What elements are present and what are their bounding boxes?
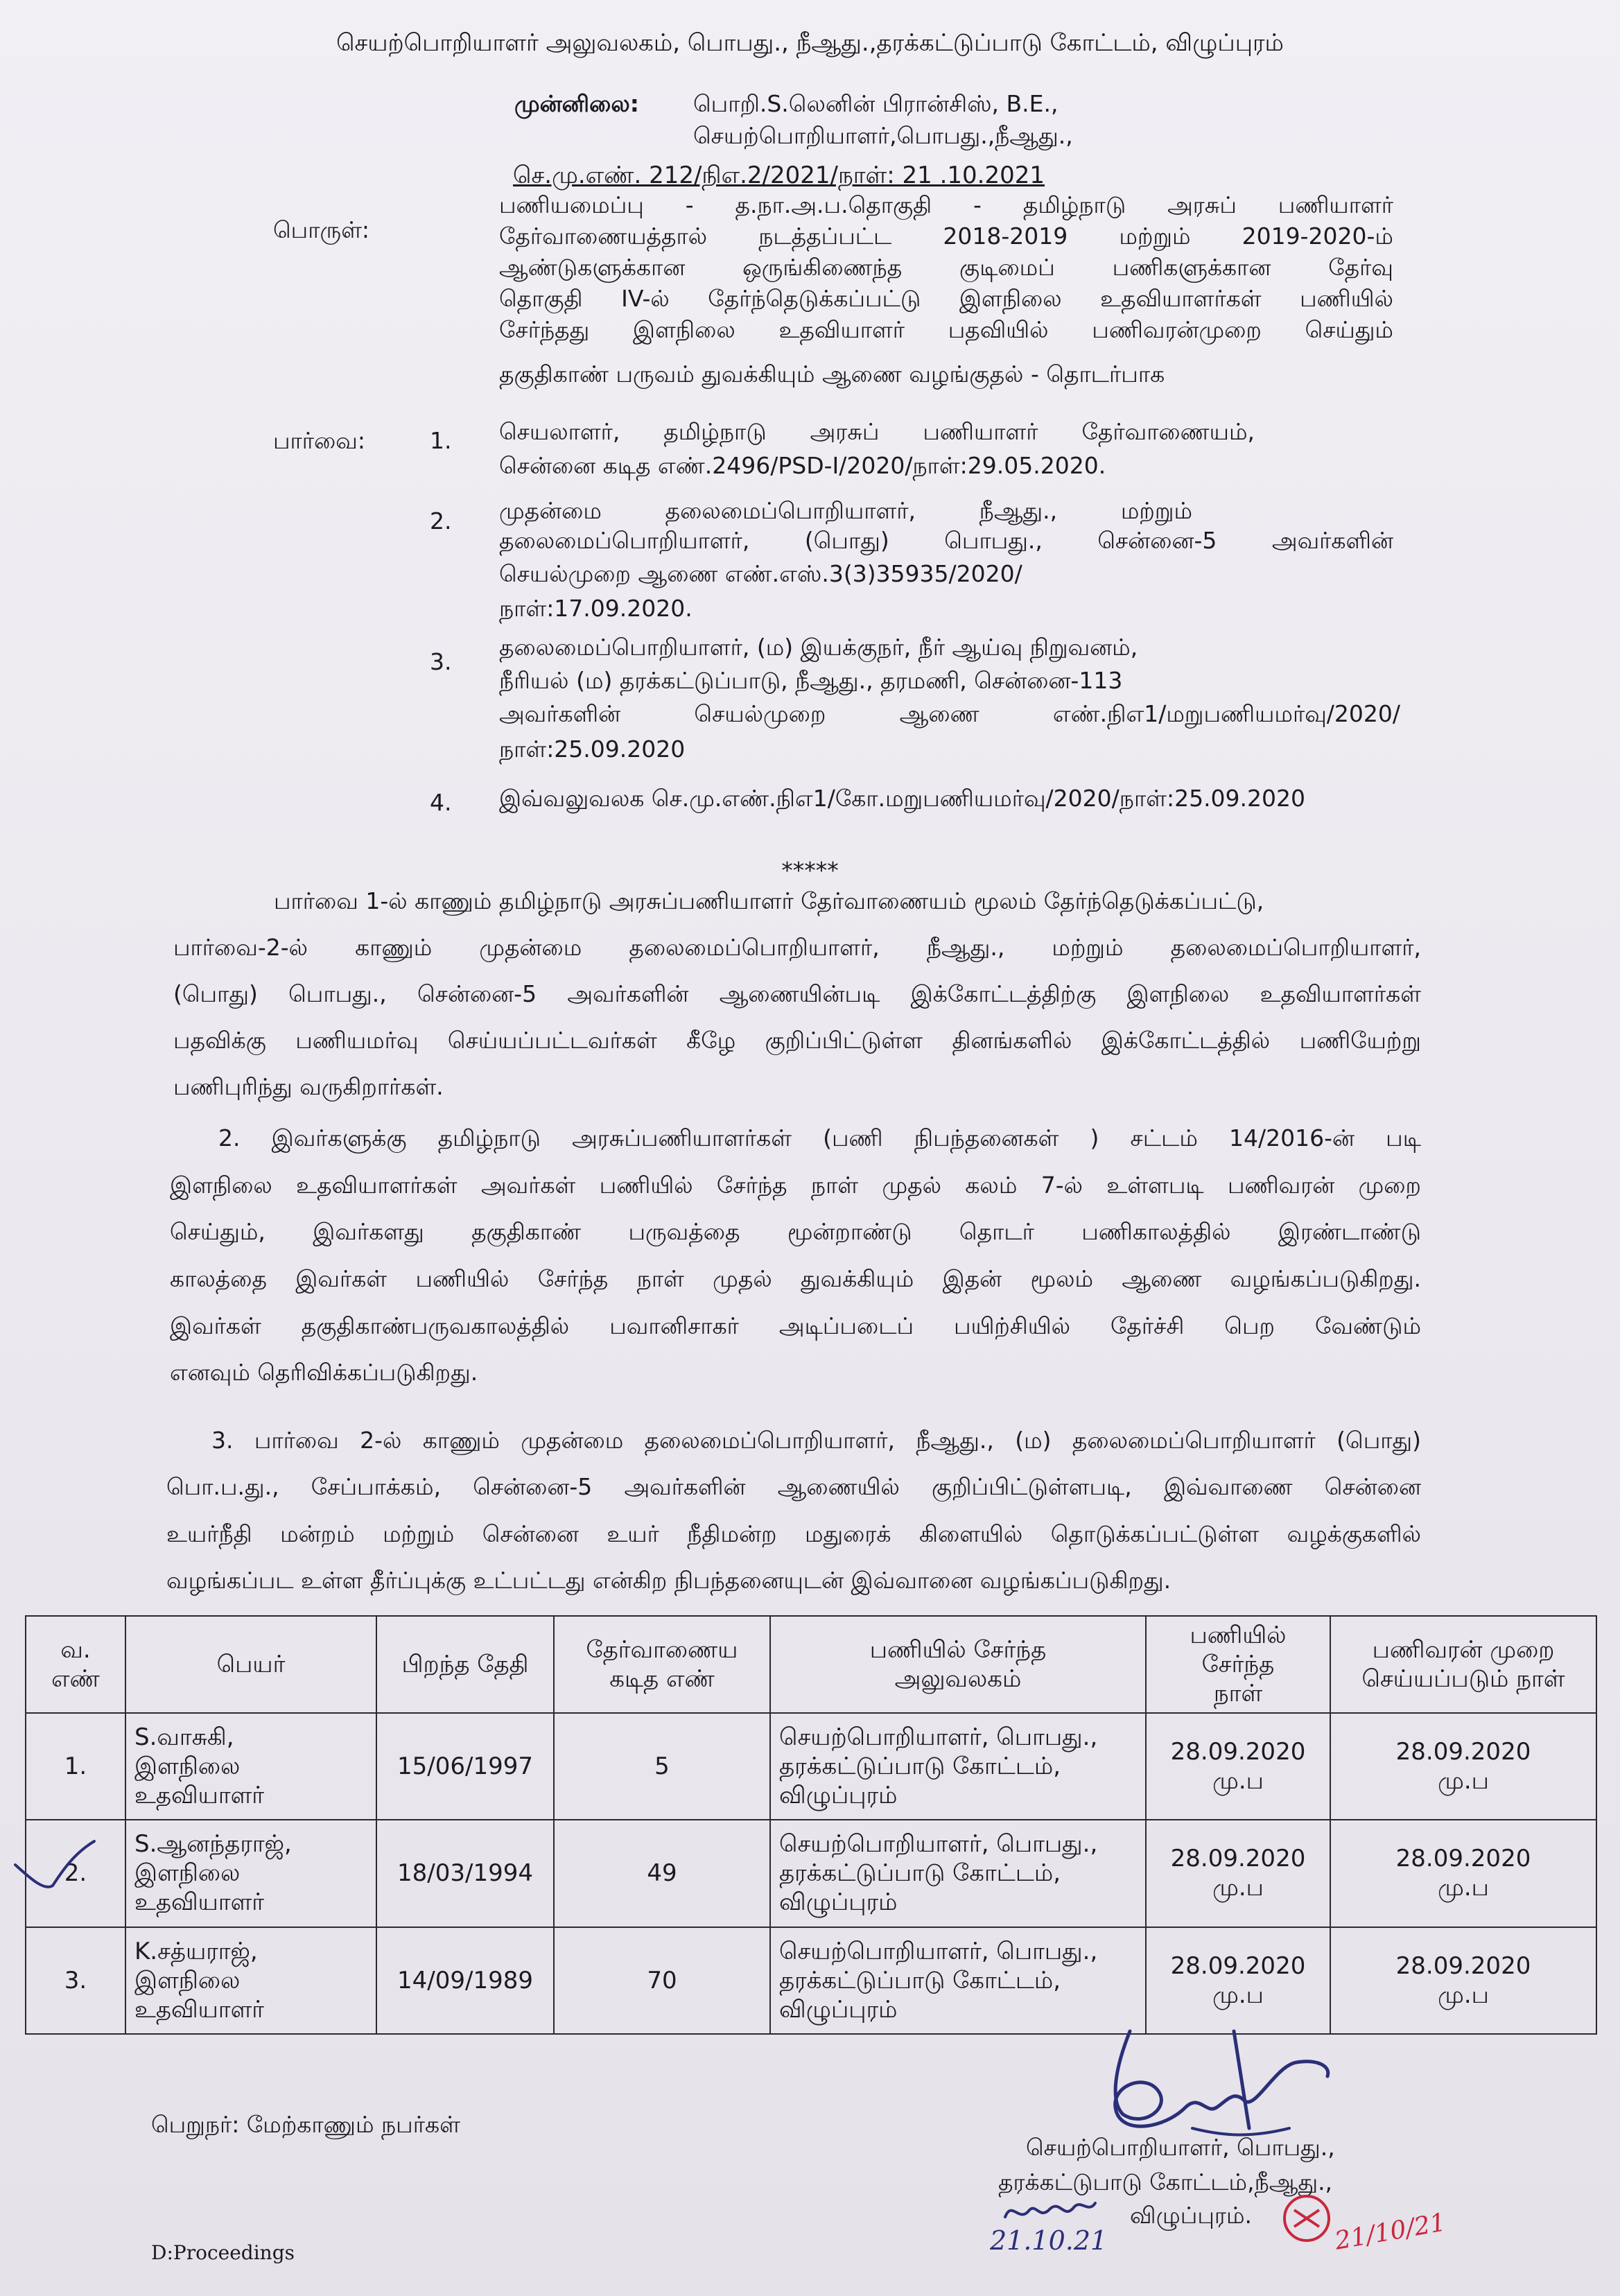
subject-label: பொருள்: xyxy=(273,216,369,243)
subject-line: பணியமைப்பு - த.நா.அ.ப.தொகுதி - தமிழ்நாடு அரசுப் பணியாளர் xyxy=(499,191,1393,218)
table-row xyxy=(26,1820,1596,1927)
reference-line: செயலாளர், தமிழ்நாடு அரசுப் பணியாளர் தேர்வாணையம், xyxy=(499,418,1255,445)
cell-office: செயற்பொறியாளர், பொபது., தரக்கட்டுப்பாடு கோட்டம், விழுப்புரம் xyxy=(770,1927,1146,2034)
paragraph-1-line: (பொது) பொபது., சென்னை-5 அவர்களின் ஆணையின்படி இக்கோட்டத்திற்கு இளநிலை உதவியாளர்கள் xyxy=(173,980,1421,1007)
paragraph-2-line: எனவும் தெரிவிக்கப்படுகிறது. xyxy=(170,1359,478,1386)
paragraph-3-line: பொ.ப.து., சேப்பாக்கம், சென்னை-5 அவர்களின் ஆணையில் குறிப்பிட்டுள்ளபடி, இவ்வாணை சென்னை xyxy=(166,1473,1421,1500)
cell-name: K.சத்யராஜ், இளநிலை உதவியாளர் xyxy=(125,1927,376,2034)
reference-line: தலைமைப்பொறியாளர், (ம) இயக்குநர், நீர் ஆய்வு நிறுவனம், xyxy=(499,634,1138,661)
cell-name: S.வாசுகி, இளநிலை உதவியாளர் xyxy=(125,1713,376,1820)
cell-office: செயற்பொறியாளர், பொபது., தரக்கட்டுப்பாடு கோட்டம், விழுப்புரம் xyxy=(770,1713,1146,1820)
cell-dob: 15/06/1997 xyxy=(376,1713,554,1820)
reference-line: செயல்முறை ஆணை எண்.எஸ்.3(3)35935/2020/ xyxy=(499,560,1022,587)
cell-dob: 18/03/1994 xyxy=(376,1820,554,1927)
cell-serial: 3. xyxy=(26,1927,125,2034)
staff-table xyxy=(25,1615,1597,2035)
reference-line: அவர்களின் செயல்முறை ஆணை எண்.நிஎ1/மறுபணியமர்வு/2020/ xyxy=(499,700,1400,727)
reference-number: செ.மு.எண். 212/நிஎ.2/2021/நாள்: 21 .10.2021 xyxy=(513,162,1045,189)
reference-line: நாள்:25.09.2020 xyxy=(499,736,686,763)
reference-line: நாள்:17.09.2020. xyxy=(499,595,693,622)
table-row xyxy=(26,1713,1596,1820)
reference-number-3: 3. xyxy=(430,648,452,675)
presence-line-2: செயற்பொறியாளர்,பொபது.,நீஆது., xyxy=(693,122,1073,149)
table-header-row xyxy=(26,1616,1596,1713)
cell-letter: 70 xyxy=(554,1927,770,2034)
stamp-icon xyxy=(1279,2191,1334,2246)
col-header-dob: பிறந்த தேதி xyxy=(376,1616,554,1713)
cell-join-date: 28.09.2020 மு.ப xyxy=(1146,1927,1330,2034)
cell-join-date: 28.09.2020 மு.ப xyxy=(1146,1713,1330,1820)
paragraph-3-line: வழங்கப்பட உள்ள தீர்ப்புக்கு உட்பட்டது என்கிற நிபந்தனையுடன் இவ்வானை வழங்கப்படுகிறது. xyxy=(166,1567,1172,1594)
signatory-line-1: செயற்பொறியாளர், பொபது., xyxy=(1026,2134,1335,2161)
signatory-line-2: தரக்கட்டுபாடு கோட்டம்,நீஆது., xyxy=(998,2168,1333,2195)
paragraph-2-line: காலத்தை இவர்கள் பணியில் சேர்ந்த நாள் முதல் துவக்கியும் இதன் மூலம் ஆணை வழங்கப்படுகிறது. xyxy=(170,1265,1421,1292)
cell-letter: 49 xyxy=(554,1820,770,1927)
paragraph-3-line: உயர்நீதி மன்றம் மற்றும் சென்னை உயர் நீதிமன்ற மதுரைக் கிளையில் தொடுக்கப்பட்டுள்ள வழக்குகளில் xyxy=(166,1520,1421,1547)
paragraph-2-line: 2. இவர்களுக்கு தமிழ்நாடு அரசுப்பணியாளர்கள் (பணி நிபந்தனைகள் ) சட்டம் 14/2016-ன் படி xyxy=(218,1124,1421,1151)
tick-mark-icon xyxy=(10,1837,100,1899)
cell-regularization-date: 28.09.2020 மு.ப xyxy=(1330,1820,1596,1927)
paragraph-1-line: பார்வை-2-ல் காணும் முதன்மை தலைமைப்பொறியாளர், நீஆது., மற்றும் தலைமைப்பொறியாளர், xyxy=(173,934,1421,961)
paragraph-1-line: பார்வை 1-ல் காணும் தமிழ்நாடு அரசுப்பணியாளர் தேர்வாணையம் மூலம் தேர்ந்தெடுக்கப்பட்டு, xyxy=(274,887,1264,914)
table-row xyxy=(26,1927,1596,2034)
col-header-regularization-date: பணிவரன் முறை செய்யப்படும் நாள் xyxy=(1330,1616,1596,1713)
handwritten-date: 21.10.21 xyxy=(990,2225,1108,2256)
subject-line: தகுதிகாண் பருவம் துவக்கியும் ஆணை வழங்குதல் - தொடர்பாக xyxy=(499,360,1165,388)
presence-label: முன்னிலை: xyxy=(514,90,639,117)
references-label: பார்வை: xyxy=(273,427,365,454)
cell-dob: 14/09/1989 xyxy=(376,1927,554,2034)
cell-office: செயற்பொறியாளர், பொபது., தரக்கட்டுப்பாடு கோட்டம், விழுப்புரம் xyxy=(770,1820,1146,1927)
cell-regularization-date: 28.09.2020 மு.ப xyxy=(1330,1713,1596,1820)
reference-number-1: 1. xyxy=(430,427,452,454)
subject-line: சேர்ந்தது இளநிலை உதவியாளர் பதவியில் பணிவரன்முறை செய்தும் xyxy=(499,316,1393,343)
reference-line: இவ்வலுவலக செ.மு.எண்.நிஎ1/கோ.மறுபணியமர்வு/2020/நாள்:25.09.2020 xyxy=(499,785,1306,812)
subject-line: ஆண்டுகளுக்கான ஒருங்கிணைந்த குடிமைப் பணிகளுக்கான தேர்வு xyxy=(499,254,1393,281)
cell-serial: 2. xyxy=(26,1820,125,1927)
cell-serial: 1. xyxy=(26,1713,125,1820)
recipient-line: பெறுநர்: மேற்காணும் நபர்கள் xyxy=(151,2111,460,2138)
reference-number-4: 4. xyxy=(430,789,452,816)
signatory-line-3: விழுப்புரம். xyxy=(1130,2202,1253,2229)
col-header-join-date: பணியில் சேர்ந்த நாள் xyxy=(1146,1616,1330,1713)
col-header-letter: தேர்வாணைய கடித எண் xyxy=(554,1616,770,1713)
subject-line: தேர்வாணையத்தால் நடத்தப்பட்ட 2018-2019 மற்றும் 2019-2020-ம் xyxy=(499,223,1393,250)
paragraph-1-line: பணிபுரிந்து வருகிறார்கள். xyxy=(173,1073,444,1100)
cell-join-date: 28.09.2020 மு.ப xyxy=(1146,1820,1330,1927)
paragraph-2-line: செய்தும், இவர்களது தகுதிகாண் பருவத்தை மூன்றாண்டு தொடர் பணிகாலத்தில் இரண்டாண்டு xyxy=(170,1218,1421,1245)
paragraph-2-line: இளநிலை உதவியாளர்கள் அவர்கள் பணியில் சேர்ந்த நாள் முதல் கலம் 7-ல் உள்ளபடி பணிவரன் முறை xyxy=(170,1172,1421,1199)
col-header-serial: வ. எண் xyxy=(26,1616,125,1713)
footer-path: D:Proceedings xyxy=(151,2241,295,2264)
reference-line: முதன்மை தலைமைப்பொறியாளர், நீஆது., மற்றும் xyxy=(499,497,1192,524)
col-header-name: பெயர் xyxy=(125,1616,376,1713)
paragraph-3-line: 3. பார்வை 2-ல் காணும் முதன்மை தலைமைப்பொறியாளர், நீஆது., (ம) தலைமைப்பொறியாளர் (பொது) xyxy=(211,1427,1421,1454)
subject-line: தொகுதி IV-ல் தேர்ந்தெடுக்கப்பட்டு இளநிலை உதவியாளர்கள் பணியில் xyxy=(499,285,1393,312)
paragraph-2-line: இவர்கள் தகுதிகாண்பருவகாலத்தில் பவானிசாகர் அடிப்படைப் பயிற்சியில் தேர்ச்சி பெற வேண்டும் xyxy=(170,1312,1421,1339)
presence-line-1: பொறி.S.லெனின் பிரான்சிஸ், B.E., xyxy=(693,90,1059,117)
col-header-office: பணியில் சேர்ந்த அலுவலகம் xyxy=(770,1616,1146,1713)
reference-number-2: 2. xyxy=(430,507,452,534)
cell-letter: 5 xyxy=(554,1713,770,1820)
reference-line: நீரியல் (ம) தரக்கட்டுப்பாடு, நீஆது., தரமணி, சென்னை-113 xyxy=(499,667,1123,694)
reference-line: சென்னை கடித எண்.2496/PSD-I/2020/நாள்:29.05.2020. xyxy=(499,452,1106,479)
paragraph-1-line: பதவிக்கு பணியமர்வு செய்யப்பட்டவர்கள் கீழே குறிப்பிட்டுள்ள தினங்களில் இக்கோட்டத்தில் பணியேற்று xyxy=(173,1027,1421,1054)
cell-regularization-date: 28.09.2020 மு.ப xyxy=(1330,1927,1596,2034)
cell-name: S.ஆனந்தராஜ், இளநிலை உதவியாளர் xyxy=(125,1820,376,1927)
office-title: செயற்பொறியாளர் அலுவலகம், பொபது., நீஆது.,தரக்கட்டுப்பாடு கோட்டம், விழுப்புரம் xyxy=(336,29,1284,57)
stamp-date: 21/10/21 xyxy=(1332,2208,1448,2256)
reference-line: தலைமைப்பொறியாளர், (பொது) பொபது., சென்னை-5 அவர்களின் xyxy=(499,527,1393,554)
separator: ***** xyxy=(781,857,839,884)
